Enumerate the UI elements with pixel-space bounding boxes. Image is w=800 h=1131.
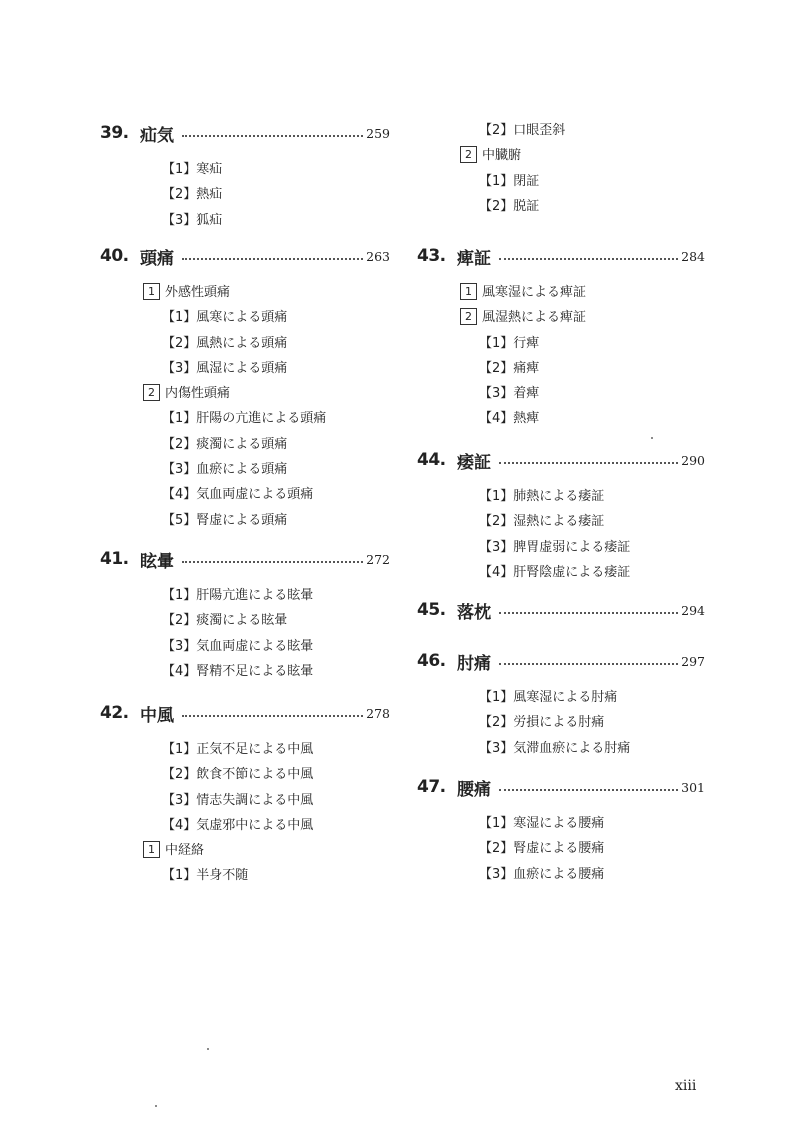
dot-leader xyxy=(182,715,363,717)
boxed-number: 1 xyxy=(143,841,160,858)
dot-leader xyxy=(499,663,678,665)
entry-text: 風寒湿による痺証 xyxy=(482,285,587,300)
bracket-number: 【2】 xyxy=(162,436,197,452)
entry-text: 腎精不足による眩暈 xyxy=(196,663,314,679)
section-number: 43. xyxy=(417,246,446,266)
bracket-number: 【4】 xyxy=(479,411,514,427)
bracket-number: 【1】 xyxy=(162,588,197,603)
dot-leader xyxy=(182,258,363,260)
section-title: 痺証 xyxy=(457,248,491,269)
toc-section xyxy=(417,775,705,887)
entry-text: 痰濁による頭痛 xyxy=(196,436,288,452)
section-title: 頭痛 xyxy=(140,248,174,269)
bracket-number: 【3】 xyxy=(479,866,514,882)
entry-text: 閉証 xyxy=(513,173,540,189)
bracket-number: 【2】 xyxy=(162,767,197,783)
entry-text: 肝陽の亢進による頭痛 xyxy=(196,411,327,427)
toc-section xyxy=(417,649,705,761)
page-number: 294 xyxy=(681,602,705,618)
bracket-number: 【4】 xyxy=(162,487,197,503)
scan-speck xyxy=(155,1105,157,1107)
toc-section xyxy=(100,244,390,533)
toc-entry[interactable] xyxy=(100,737,390,762)
toc-entry[interactable] xyxy=(100,432,390,457)
toc-entry[interactable] xyxy=(417,194,705,219)
entry-text: 風湿熱による痺証 xyxy=(482,310,587,326)
dot-leader xyxy=(499,789,678,791)
bracket-number: 【2】 xyxy=(162,335,197,351)
toc-section xyxy=(417,598,705,634)
section-title: 落枕 xyxy=(457,602,491,623)
section-heading[interactable] xyxy=(100,121,390,145)
entry-text: 痛痺 xyxy=(513,360,540,376)
toc-section xyxy=(100,701,390,889)
toc-entry[interactable] xyxy=(100,157,390,182)
entry-text: 気滞血瘀による肘痛 xyxy=(513,740,631,756)
boxed-number: 2 xyxy=(143,384,160,401)
bracket-number: 【1】 xyxy=(162,310,197,326)
section-heading[interactable] xyxy=(417,775,705,799)
toc-entry[interactable] xyxy=(100,482,390,507)
toc-entry[interactable] xyxy=(417,685,705,710)
entry-text: 内傷性頭痛 xyxy=(165,386,231,402)
bracket-number: 【2】 xyxy=(479,514,514,530)
section-title: 疝気 xyxy=(140,125,174,146)
toc-entry[interactable] xyxy=(417,509,705,534)
toc-entry[interactable] xyxy=(417,356,705,381)
entry-text: 熱痺 xyxy=(513,411,540,427)
entry-text: 半身不随 xyxy=(196,868,249,884)
entry-text: 風熱による頭痛 xyxy=(196,335,288,351)
page-number: 272 xyxy=(366,551,390,567)
bracket-number: 【2】 xyxy=(479,360,514,376)
toc-subsection[interactable] xyxy=(100,838,390,863)
toc-entry[interactable] xyxy=(100,813,390,838)
entry-text: 風湿による頭痛 xyxy=(196,360,288,376)
entry-text: 気血両虚による眩暈 xyxy=(196,638,314,654)
bracket-number: 【2】 xyxy=(479,841,514,857)
section-number: 40. xyxy=(100,246,129,266)
bracket-number: 【4】 xyxy=(479,564,514,580)
bracket-number: 【1】 xyxy=(479,690,514,705)
bracket-number: 【3】 xyxy=(162,360,197,376)
toc-entry[interactable] xyxy=(100,508,390,533)
toc-entry[interactable] xyxy=(100,331,390,356)
entry-text: 飲食不節による中風 xyxy=(196,767,314,783)
toc-entry[interactable] xyxy=(100,305,390,330)
bracket-number: 【1】 xyxy=(479,489,514,504)
page-number: 284 xyxy=(681,248,705,264)
toc-section xyxy=(100,121,390,233)
page-number: 297 xyxy=(681,653,705,669)
section-heading[interactable] xyxy=(417,598,705,622)
entry-text: 血瘀による頭痛 xyxy=(196,462,288,478)
toc-entry[interactable] xyxy=(417,710,705,735)
continued-entries xyxy=(417,118,705,219)
bracket-number: 【1】 xyxy=(162,162,197,177)
toc-subsection[interactable] xyxy=(100,381,390,406)
bracket-number: 【2】 xyxy=(479,715,514,731)
toc-subsection[interactable] xyxy=(100,280,390,305)
section-number: 42. xyxy=(100,703,129,723)
section-title: 痿証 xyxy=(457,452,491,473)
entry-text: 脱証 xyxy=(513,198,540,214)
bracket-number: 【1】 xyxy=(479,173,514,189)
bracket-number: 【4】 xyxy=(162,663,197,679)
section-heading[interactable] xyxy=(417,448,705,472)
toc-entry[interactable] xyxy=(417,811,705,836)
toc-entry[interactable] xyxy=(100,762,390,787)
entry-text: 正気不足による中風 xyxy=(196,742,314,757)
toc-entry[interactable] xyxy=(417,560,705,585)
bracket-number: 【2】 xyxy=(479,123,514,138)
entry-text: 腎虚による腰痛 xyxy=(513,841,605,857)
entry-text: 行痺 xyxy=(513,335,540,351)
boxed-number: 1 xyxy=(460,283,477,300)
entry-text: 肝腎陰虚による痿証 xyxy=(513,564,631,580)
entry-text: 寒湿による腰痛 xyxy=(513,816,605,831)
entry-text: 中経絡 xyxy=(165,843,205,859)
page-folio: xiii xyxy=(675,1078,697,1094)
entry-text: 熱疝 xyxy=(196,187,223,203)
boxed-number: 1 xyxy=(143,283,160,300)
bracket-number: 【1】 xyxy=(479,335,514,351)
bracket-number: 【1】 xyxy=(162,868,197,884)
bracket-number: 【3】 xyxy=(162,638,197,654)
toc-section xyxy=(417,244,705,432)
entry-text: 湿熱による痿証 xyxy=(513,514,605,530)
section-title: 眩暈 xyxy=(140,551,174,572)
dot-leader xyxy=(182,135,363,137)
bracket-number: 【2】 xyxy=(162,613,197,629)
bracket-number: 【3】 xyxy=(479,740,514,756)
bracket-number: 【1】 xyxy=(162,742,197,757)
toc-entry[interactable] xyxy=(100,406,390,431)
scan-speck xyxy=(651,437,653,439)
page-number: 259 xyxy=(366,125,390,141)
toc-entry[interactable] xyxy=(417,331,705,356)
toc-section xyxy=(100,547,390,684)
dot-leader xyxy=(499,462,678,464)
entry-text: 情志失調による中風 xyxy=(196,792,314,808)
toc-entry[interactable] xyxy=(100,583,390,608)
toc-entry[interactable] xyxy=(100,608,390,633)
toc-entry[interactable] xyxy=(417,736,705,761)
entry-text: 狐疝 xyxy=(196,212,223,228)
toc-entry[interactable] xyxy=(100,457,390,482)
bracket-number: 【3】 xyxy=(162,792,197,808)
toc-entry[interactable] xyxy=(100,863,390,888)
bracket-number: 【1】 xyxy=(162,411,197,427)
section-number: 44. xyxy=(417,450,446,470)
toc-entry[interactable] xyxy=(100,208,390,233)
toc-subsection[interactable] xyxy=(417,305,705,330)
page-number: 290 xyxy=(681,452,705,468)
section-number: 39. xyxy=(100,123,129,143)
entry-text: 腎虚による頭痛 xyxy=(196,512,288,528)
entry-text: 血瘀による腰痛 xyxy=(513,866,605,882)
page-number: 301 xyxy=(681,779,705,795)
entry-text: 労損による肘痛 xyxy=(513,715,605,731)
section-heading[interactable] xyxy=(417,244,705,268)
section-heading[interactable] xyxy=(100,244,390,268)
scan-speck xyxy=(207,1048,209,1050)
page-number: 263 xyxy=(366,248,390,264)
bracket-number: 【1】 xyxy=(479,816,514,831)
section-heading[interactable] xyxy=(100,701,390,725)
bracket-number: 【2】 xyxy=(162,187,197,203)
bracket-number: 【5】 xyxy=(162,512,197,528)
boxed-number: 2 xyxy=(460,308,477,325)
toc-entry[interactable] xyxy=(417,836,705,861)
bracket-number: 【3】 xyxy=(479,386,514,402)
toc-entry[interactable] xyxy=(417,535,705,560)
section-heading[interactable] xyxy=(100,547,390,571)
entry-text: 脾胃虚弱による痿証 xyxy=(513,539,631,555)
entry-text: 痰濁による眩暈 xyxy=(196,613,288,629)
entry-text: 風寒湿による肘痛 xyxy=(513,690,618,705)
dot-leader xyxy=(499,612,678,614)
toc-entry[interactable] xyxy=(100,356,390,381)
entry-text: 外感性頭痛 xyxy=(165,285,231,300)
section-title: 中風 xyxy=(140,705,174,726)
entry-text: 着痺 xyxy=(513,386,540,402)
entry-text: 風寒による頭痛 xyxy=(196,310,288,326)
entry-text: 肝陽亢進による眩暈 xyxy=(196,588,314,603)
entry-text: 肺熱による痿証 xyxy=(513,489,605,504)
section-number: 46. xyxy=(417,651,446,671)
toc-entry[interactable] xyxy=(417,169,705,194)
toc-entry[interactable] xyxy=(100,634,390,659)
section-title: 肘痛 xyxy=(457,653,491,674)
dot-leader xyxy=(182,561,363,563)
section-number: 47. xyxy=(417,777,446,797)
bracket-number: 【3】 xyxy=(162,212,197,228)
page-number: 278 xyxy=(366,705,390,721)
toc-subsection[interactable] xyxy=(417,280,705,305)
dot-leader xyxy=(499,258,678,260)
toc-entry[interactable] xyxy=(100,788,390,813)
section-number: 45. xyxy=(417,600,446,620)
toc-subsection[interactable] xyxy=(417,143,705,168)
toc-entry[interactable] xyxy=(417,484,705,509)
toc-entry[interactable] xyxy=(417,862,705,887)
entry-text: 口眼歪斜 xyxy=(513,123,566,138)
toc-entry[interactable] xyxy=(417,406,705,431)
entry-text: 中臓腑 xyxy=(482,148,522,164)
entry-text: 気血両虚による頭痛 xyxy=(196,487,314,503)
toc-entry[interactable] xyxy=(100,182,390,207)
toc-entry[interactable] xyxy=(417,381,705,406)
bracket-number: 【4】 xyxy=(162,817,197,833)
section-heading[interactable] xyxy=(417,649,705,673)
toc-entry[interactable] xyxy=(100,659,390,684)
toc-entry[interactable] xyxy=(417,118,705,143)
section-number: 41. xyxy=(100,549,129,569)
section-title: 腰痛 xyxy=(457,779,491,800)
bracket-number: 【3】 xyxy=(479,539,514,555)
bracket-number: 【2】 xyxy=(479,198,514,214)
entry-text: 気虚邪中による中風 xyxy=(196,817,314,833)
bracket-number: 【3】 xyxy=(162,462,197,478)
entry-text: 寒疝 xyxy=(196,162,223,177)
boxed-number: 2 xyxy=(460,146,477,163)
toc-section xyxy=(417,448,705,585)
